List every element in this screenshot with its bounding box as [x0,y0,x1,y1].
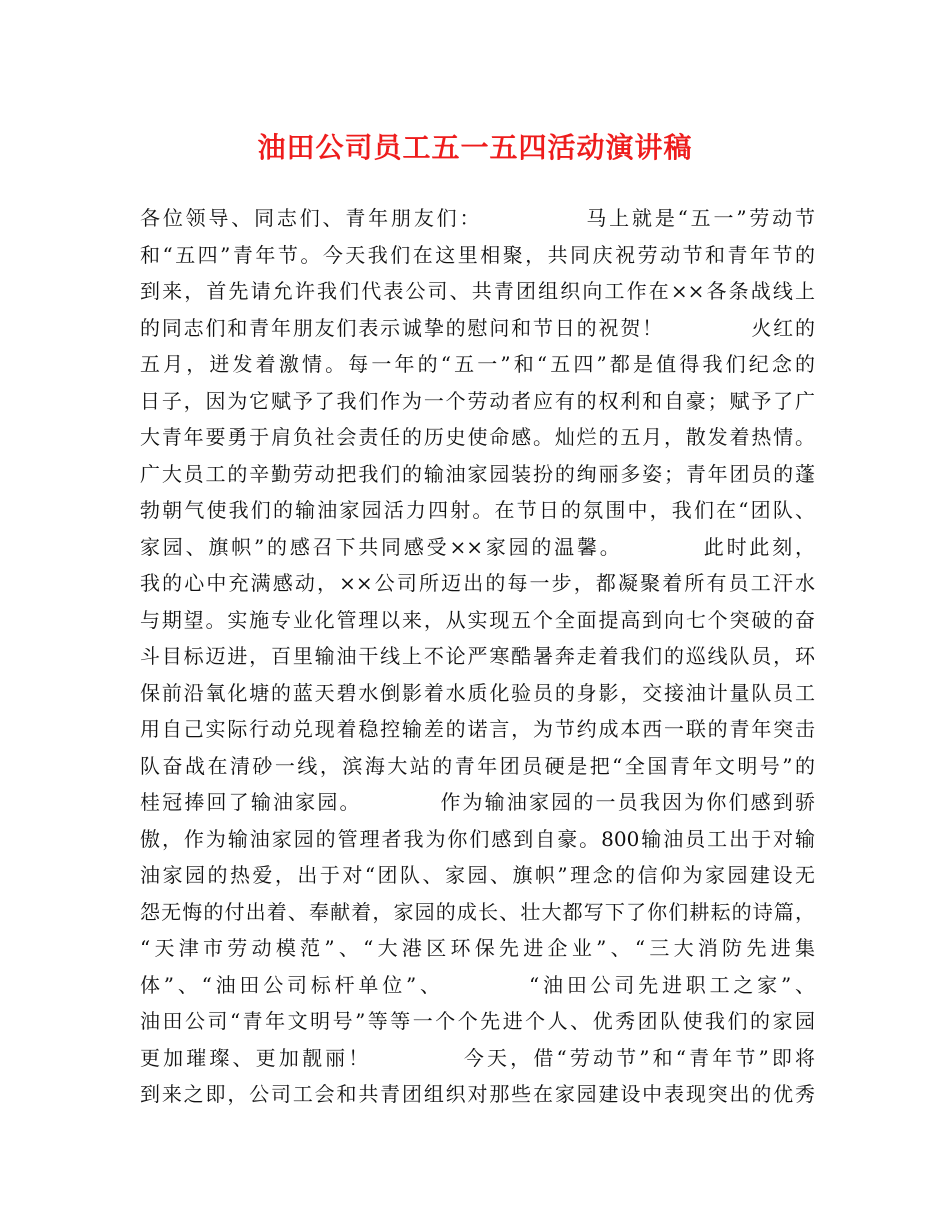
text-line: 各位领导、同志们、青年朋友们： 马上就是“五一”劳动节 [140,206,815,230]
text-line: 斗目标迈进，百里输油干线上不论严寒酷暑奔走着我们的巡线队员，环 [140,644,815,668]
text-line: 广大员工的辛勤劳动把我们的输油家园装扮的绚丽多姿；青年团员的蓬 [140,461,815,486]
text-line: 更加璀璨、更加靓丽！ 今天，借“劳动节”和“青年节”即将 [140,1045,815,1070]
text-line: 日子，因为它赋予了我们作为一个劳动者应有的权利和自豪；赋予了广 [140,388,815,413]
text-line: 到来，首先请允许我们代表公司、共青团组织向工作在××各条战线上 [140,279,815,303]
text-line: 油家园的热爱，出于对“团队、家园、旗帜”理念的信仰为家园建设无 [140,863,815,887]
text-line: 与期望。实施专业化管理以来，从实现五个全面提高到向七个突破的奋 [140,607,815,632]
text-line: 家园、旗帜”的感召下共同感受××家园的温馨。 此时此刻， [140,534,815,559]
document-title: 油田公司员工五一五四活动演讲稿 [257,131,693,164]
text-line: 的同志们和青年朋友们表示诚挚的慰问和节日的祝贺！ 火红的 [140,315,815,340]
text-line: 大青年要勇于肩负社会责任的历史使命感。灿烂的五月，散发着热情。 [140,425,815,449]
text-line: 保前沿氧化塘的蓝天碧水倒影着水质化验员的身影，交接油计量队员工 [140,680,815,705]
text-line: 到来之即，公司工会和共青团组织对那些在家园建设中表现突出的优秀 [140,1082,815,1106]
text-line: 体”、“油田公司标杆单位”、 “油田公司先进职工之家”、 [140,972,815,997]
text-line: 队奋战在清砂一线，滨海大站的青年团员硬是把“全国青年文明号”的 [140,753,815,778]
text-line: 油田公司“青年文明号”等等一个个先进个人、优秀团队使我们的家园 [140,1009,815,1033]
document-body [140,200,815,1113]
text-line: 傲，作为输油家园的管理者我为你们感到自豪。800输油员工出于对输 [140,826,815,851]
text-line: “天津市劳动模范”、“大港区环保先进企业”、“三大消防先进集 [140,936,815,960]
text-line: 我的心中充满感动，××公司所迈出的每一步，都凝聚着所有员工汗水 [140,571,815,595]
text-line: 五月，迸发着激情。每一年的“五一”和“五四”都是值得我们纪念的 [140,352,815,376]
text-line: 和“五四”青年节。今天我们在这里相聚，共同庆祝劳动节和青年节的 [140,242,815,267]
text-line: 怨无悔的付出着、奉献着，家园的成长、壮大都写下了你们耕耘的诗篇， [140,899,815,924]
text-line: 勃朝气使我们的输油家园活力四射。在节日的氛围中，我们在“团队、 [140,498,815,522]
text-line: 用自己实际行动兑现着稳控输差的诺言，为节约成本西一联的青年突击 [140,717,815,741]
text-line: 桂冠捧回了输油家园。 作为输油家园的一员我因为你们感到骄 [140,790,815,814]
